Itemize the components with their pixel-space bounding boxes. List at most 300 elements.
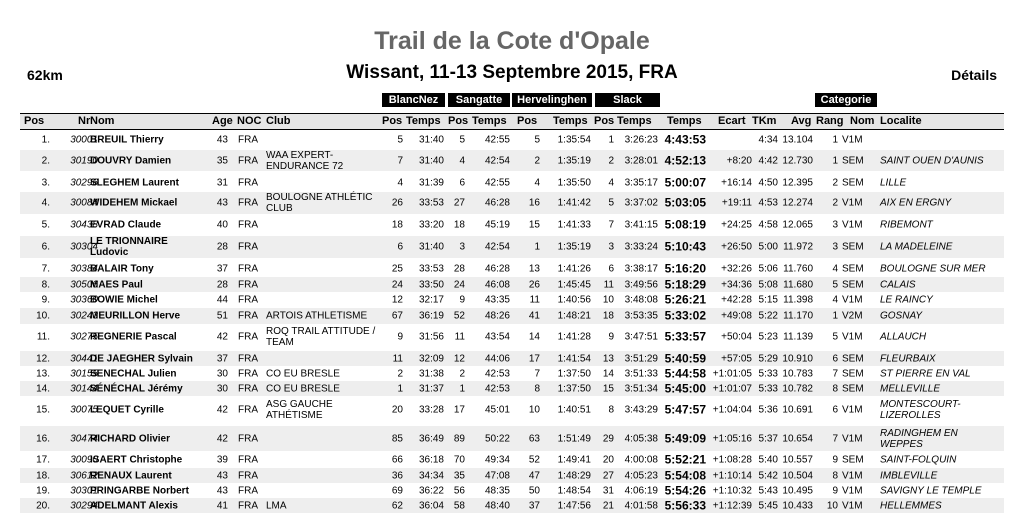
pos-sangatte: 4: [459, 155, 465, 166]
localite: LA MADELEINE: [880, 241, 953, 253]
pos-slack: 2: [608, 155, 614, 166]
final-time: 5:33:57: [664, 329, 706, 343]
col-temps-slack: Temps: [617, 115, 652, 127]
pos-slack: 27: [602, 470, 614, 481]
col-age: Age: [212, 115, 233, 127]
category-name: V1M: [842, 500, 863, 511]
pos-slack: 9: [608, 331, 614, 342]
noc: FRA: [238, 433, 258, 444]
pos-sangatte: 56: [453, 485, 465, 496]
pos: 7.: [41, 263, 50, 274]
athlete-name: SLEGHEM Laurent: [90, 177, 179, 188]
avg-speed: 11.170: [783, 310, 813, 322]
pos-blancnez: 20: [391, 404, 403, 416]
time-blancnez: 36:04: [418, 500, 444, 511]
time-blancnez: 31:39: [418, 177, 444, 188]
avg-speed: 10.504: [782, 470, 813, 481]
age: 42: [216, 433, 228, 444]
time-hervelinghen: 1:41:28: [557, 331, 591, 342]
gap: +16:14: [721, 177, 752, 188]
time-hervelinghen: 1:35:19: [557, 155, 591, 166]
category-name: V1M: [842, 404, 863, 416]
club: CO EU BRESLE: [266, 368, 340, 379]
bib-number: 30612: [70, 470, 98, 481]
pos-hervelinghen: 11: [529, 294, 540, 305]
pos-slack: 6: [608, 263, 614, 274]
time-slack: 3:48:08: [624, 294, 658, 305]
time-per-km: 4:58: [758, 219, 778, 230]
pos-slack: 20: [602, 454, 614, 465]
pos-sangatte: 2: [459, 368, 465, 379]
athlete-name: MEURILLON Herve: [90, 310, 181, 322]
group-hervelinghen: Hervelinghen: [512, 93, 592, 107]
age: 30: [216, 383, 228, 394]
final-time: 5:56:33: [664, 498, 706, 512]
page-title: Trail de la Cote d'Opale: [374, 27, 650, 55]
pos: 9.: [41, 294, 50, 305]
age: 40: [216, 219, 228, 230]
time-sangatte: 42:55: [484, 177, 510, 188]
col-pos-blancnez: Pos: [382, 115, 403, 127]
col-temps-sangatte: Temps: [472, 115, 507, 127]
athlete-name: DOUVRY Damien: [90, 155, 172, 166]
pos-slack: 8: [608, 404, 614, 416]
bib-number: 30441: [70, 353, 98, 364]
avg-speed: 10.433: [782, 500, 813, 511]
time-hervelinghen: 1:41:54: [557, 353, 591, 364]
category-rank: 3: [832, 219, 838, 230]
final-time: 5:44:58: [664, 366, 706, 380]
table-row: [20, 150, 1004, 171]
time-hervelinghen: 1:47:56: [557, 500, 591, 511]
pos: 16.: [36, 433, 50, 444]
time-slack: 3:53:35: [624, 310, 658, 322]
time-slack: 3:51:34: [624, 383, 658, 394]
col-nr: Nr: [78, 115, 91, 127]
pos-hervelinghen: 52: [528, 454, 540, 465]
time-sangatte: 50:22: [484, 433, 510, 444]
time-hervelinghen: 1:49:41: [557, 454, 591, 465]
category-rank: 5: [832, 279, 838, 290]
category-name: SEM: [842, 177, 864, 188]
noc: FRA: [238, 500, 258, 511]
time-per-km: 5:00: [758, 241, 778, 253]
category-name: V1M: [842, 331, 863, 342]
age: 39: [216, 454, 228, 465]
category-rank: 9: [832, 454, 838, 465]
pos-hervelinghen: 47: [528, 470, 540, 481]
gap: +1:01:07: [712, 383, 752, 394]
pos: 20.: [36, 500, 50, 511]
time-sangatte: 47:08: [484, 470, 510, 481]
table-row: [20, 192, 1004, 214]
time-sangatte: 42:53: [484, 383, 510, 394]
time-blancnez: 33:28: [418, 404, 444, 416]
noc: FRA: [238, 404, 258, 416]
category-name: SEM: [842, 279, 864, 290]
final-time: 5:47:57: [664, 402, 706, 417]
final-time: 5:45:00: [664, 381, 706, 395]
athlete-name: EVRAD Claude: [90, 219, 162, 230]
athlete-name: BOWIE Michel: [90, 294, 158, 305]
age: 28: [216, 241, 228, 253]
pos-hervelinghen: 8: [534, 383, 540, 394]
noc: FRA: [238, 241, 258, 253]
bib-number: 30144: [70, 383, 98, 394]
time-hervelinghen: 1:41:42: [557, 197, 591, 209]
pos-hervelinghen: 1: [534, 241, 540, 253]
col-temps-hervelinghen: Temps: [553, 115, 588, 127]
time-hervelinghen: 1:35:50: [557, 177, 591, 188]
gap: +57:05: [721, 353, 752, 364]
club: CO EU BRESLE: [266, 383, 340, 394]
table-row: [20, 426, 1004, 451]
pos-sangatte: 12: [453, 353, 465, 364]
pos-hervelinghen: 4: [534, 177, 540, 188]
category-rank: 10: [826, 500, 838, 511]
gap: +1:05:16: [712, 433, 752, 444]
pos-blancnez: 2: [397, 368, 403, 379]
table-row: [20, 468, 1004, 483]
time-sangatte: 42:53: [484, 368, 510, 379]
athlete-name: ADELMANT Alexis: [90, 500, 178, 511]
time-per-km: 5:40: [758, 454, 778, 465]
final-time: 5:40:59: [664, 351, 706, 365]
category-rank: 7: [832, 368, 838, 379]
pos-hervelinghen: 10: [528, 404, 540, 416]
time-sangatte: 42:54: [484, 241, 510, 253]
athlete-name: BALAIR Tony: [90, 263, 154, 274]
time-hervelinghen: 1:35:54: [557, 134, 591, 145]
time-per-km: 5:33: [758, 368, 778, 379]
localite: MONTESCOURT-LIZEROLLES: [880, 399, 961, 421]
time-sangatte: 42:54: [484, 155, 510, 166]
avg-speed: 10.557: [782, 454, 813, 465]
col-temps-final: Temps: [667, 115, 702, 127]
category-name: V1M: [842, 197, 863, 209]
pos-sangatte: 89: [453, 433, 465, 444]
pos-slack: 7: [608, 219, 614, 230]
noc: FRA: [238, 353, 258, 364]
time-sangatte: 43:35: [484, 294, 510, 305]
time-slack: 3:41:15: [624, 219, 658, 230]
pos: 19.: [36, 485, 50, 496]
pos-sangatte: 3: [459, 241, 465, 253]
time-slack: 3:51:33: [624, 368, 658, 379]
bib-number: 30084: [70, 197, 98, 209]
bib-number: 30155: [70, 368, 98, 379]
noc: FRA: [238, 197, 258, 209]
col-nom: Nom: [90, 115, 115, 127]
age: 41: [216, 500, 228, 511]
localite: AIX EN ERGNY: [880, 197, 952, 209]
localite: SAINT-FOLQUIN: [880, 454, 957, 465]
pos-slack: 11: [603, 279, 614, 290]
pos-slack: 14: [602, 368, 614, 379]
table-row: [20, 452, 1004, 467]
athlete-name: BREUIL Thierry: [90, 134, 164, 145]
pos-sangatte: 24: [453, 279, 465, 290]
category-name: SEM: [842, 353, 864, 364]
gap: +8:20: [726, 155, 752, 166]
race-distance: 62km: [27, 67, 63, 83]
athlete-name: REGNERIE Pascal: [90, 331, 177, 342]
gap: +24:25: [721, 219, 752, 230]
pos: 12.: [36, 353, 50, 364]
time-blancnez: 31:56: [418, 331, 444, 342]
avg-speed: 12.274: [782, 197, 813, 209]
category-name: V1M: [842, 134, 863, 145]
pos-slack: 15: [602, 383, 614, 394]
time-per-km: 5:45: [758, 500, 778, 511]
bib-number: 30296: [70, 177, 98, 188]
localite: SAVIGNY LE TEMPLE: [880, 485, 982, 496]
category-name: V1M: [842, 485, 863, 496]
time-slack: 4:00:08: [624, 454, 658, 465]
pos-hervelinghen: 14: [528, 331, 540, 342]
pos-slack: 18: [602, 310, 614, 322]
time-per-km: 5:06: [758, 263, 778, 274]
details-link[interactable]: Détails: [951, 67, 997, 83]
time-hervelinghen: 1:37:50: [557, 368, 591, 379]
gap: +34:36: [721, 279, 752, 290]
age: 35: [216, 155, 228, 166]
time-blancnez: 33:20: [418, 219, 444, 230]
time-hervelinghen: 1:35:19: [557, 241, 591, 253]
col-temps-blancnez: Temps: [406, 115, 441, 127]
time-sangatte: 42:55: [484, 134, 510, 145]
category-rank: 1: [832, 310, 838, 322]
localite: ALLAUCH: [880, 331, 927, 342]
col-ecart: Ecart: [718, 115, 746, 127]
pos-blancnez: 24: [391, 279, 403, 290]
avg-speed: 11.972: [783, 241, 813, 253]
time-blancnez: 33:53: [418, 197, 444, 209]
pos: 6.: [41, 241, 50, 253]
time-sangatte: 48:26: [484, 310, 510, 322]
pos: 11.: [36, 331, 50, 342]
bib-number: 30506: [70, 279, 98, 290]
table-row: [20, 351, 1004, 366]
time-blancnez: 36:19: [418, 310, 444, 322]
club: ASG GAUCHE ATHÉTISME: [266, 399, 333, 421]
bib-number: 30243: [70, 310, 98, 322]
pos-hervelinghen: 16: [528, 197, 540, 209]
col-noc: NOC: [237, 115, 262, 127]
gap: +1:12:39: [712, 500, 752, 511]
gap: +1:10:32: [712, 485, 752, 496]
pos-blancnez: 5: [397, 134, 403, 145]
pos-blancnez: 9: [397, 331, 403, 342]
final-time: 5:00:07: [664, 175, 706, 189]
club: ROQ TRAIL ATTITUDE / TEAM: [266, 325, 376, 348]
bib-number: 30294: [70, 500, 98, 511]
bib-number: 30075: [70, 404, 98, 416]
noc: FRA: [238, 383, 258, 394]
pos-sangatte: 28: [453, 263, 465, 274]
time-sangatte: 48:35: [484, 485, 510, 496]
table-row: [20, 366, 1004, 381]
gap: +19:11: [721, 197, 752, 209]
final-time: 4:52:13: [664, 153, 706, 167]
avg-speed: 11.760: [783, 263, 813, 274]
avg-speed: 13.104: [782, 134, 813, 145]
time-sangatte: 43:54: [484, 331, 510, 342]
time-blancnez: 33:53: [418, 263, 444, 274]
time-blancnez: 36:22: [418, 485, 444, 496]
table-row: [20, 325, 1004, 348]
pos-hervelinghen: 2: [534, 155, 540, 166]
time-blancnez: 31:38: [418, 368, 444, 379]
time-sangatte: 45:01: [484, 404, 510, 416]
category-rank: 6: [832, 353, 838, 364]
pos-slack: 10: [602, 294, 614, 305]
athlete-name: LE TRIONNAIRE Ludovic: [90, 236, 168, 258]
avg-speed: 10.654: [782, 433, 813, 444]
category-rank: 6: [832, 404, 838, 416]
bib-number: 30304: [70, 241, 98, 253]
pos-sangatte: 5: [459, 134, 465, 145]
pos: 4.: [41, 197, 50, 209]
localite: GOSNAY: [880, 310, 923, 322]
time-hervelinghen: 1:51:49: [557, 433, 591, 444]
time-hervelinghen: 1:45:45: [557, 279, 591, 290]
time-per-km: 5:15: [758, 294, 778, 305]
localite: MELLEVILLE: [880, 383, 941, 394]
pos-slack: 13: [602, 353, 614, 364]
category-name: V1M: [842, 470, 863, 481]
time-slack: 3:47:51: [624, 331, 658, 342]
gap: +1:04:04: [712, 404, 752, 416]
club: WAA EXPERT-ENDURANCE 72: [266, 149, 344, 172]
pos-blancnez: 11: [392, 353, 403, 364]
noc: FRA: [238, 485, 258, 496]
time-blancnez: 31:40: [418, 155, 444, 166]
pos-slack: 21: [602, 500, 614, 511]
col-pos-hervelinghen: Pos: [517, 115, 538, 127]
col-avg: Avg: [791, 115, 812, 127]
localite: HELLEMMES: [880, 500, 942, 511]
time-blancnez: 33:50: [418, 279, 444, 290]
bib-number: 30090: [70, 454, 98, 465]
table-row: [20, 277, 1004, 292]
age: 42: [216, 404, 228, 416]
time-per-km: 5:36: [758, 404, 778, 416]
bib-number: 30001: [70, 134, 98, 145]
localite: LE RAINCY: [880, 294, 933, 305]
pos-blancnez: 1: [397, 383, 403, 394]
col-rang: Rang: [816, 115, 844, 127]
pos-blancnez: 25: [391, 263, 403, 274]
group-sangatte: Sangatte: [448, 93, 510, 107]
bib-number: 30275: [70, 331, 98, 342]
category-rank: 1: [832, 155, 838, 166]
gap: +49:08: [721, 310, 752, 322]
athlete-name: RICHARD Olivier: [90, 433, 171, 444]
bib-number: 30190: [70, 155, 98, 166]
pos: 17.: [36, 454, 50, 465]
time-per-km: 5:33: [758, 383, 778, 394]
pos-slack: 31: [602, 485, 614, 496]
time-hervelinghen: 1:41:26: [557, 263, 591, 274]
time-hervelinghen: 1:40:51: [557, 404, 591, 416]
club: BOULOGNE ATHLÉTIC CLUB: [266, 192, 373, 214]
pos-blancnez: 12: [391, 294, 403, 305]
localite: FLEURBAIX: [880, 353, 936, 364]
pos: 8.: [41, 279, 50, 290]
bib-number: 30474: [70, 433, 98, 444]
pos-sangatte: 70: [453, 454, 465, 465]
category-rank: 5: [832, 331, 838, 342]
noc: FRA: [238, 368, 258, 379]
time-per-km: 4:53: [758, 197, 778, 209]
athlete-name: WIDEHEM Mickael: [90, 197, 178, 209]
pos-sangatte: 27: [453, 197, 465, 209]
category-rank: 4: [832, 263, 838, 274]
athlete-name: DE JAEGHER Sylvain: [90, 353, 193, 364]
category-rank: 8: [832, 470, 838, 481]
time-per-km: 5:37: [758, 433, 778, 444]
gap: +1:08:28: [712, 454, 752, 465]
pos-sangatte: 9: [459, 294, 465, 305]
time-blancnez: 31:40: [418, 134, 444, 145]
avg-speed: 11.139: [783, 331, 813, 342]
age: 43: [216, 197, 228, 209]
avg-speed: 10.783: [782, 368, 813, 379]
category-rank: 9: [832, 485, 838, 496]
age: 37: [216, 263, 228, 274]
time-blancnez: 36:49: [418, 433, 444, 444]
pos-sangatte: 58: [453, 500, 465, 511]
age: 37: [216, 353, 228, 364]
time-sangatte: 46:08: [484, 279, 510, 290]
time-slack: 3:37:02: [624, 197, 658, 209]
time-slack: 4:05:38: [624, 433, 658, 444]
time-slack: 3:33:24: [624, 241, 658, 253]
pos: 18.: [36, 470, 50, 481]
age: 43: [216, 134, 228, 145]
noc: FRA: [238, 177, 258, 188]
final-time: 5:18:29: [664, 277, 706, 291]
table-row: [20, 483, 1004, 498]
age: 43: [216, 485, 228, 496]
age: 30: [216, 368, 228, 379]
noc: FRA: [238, 294, 258, 305]
pos-slack: 3: [608, 241, 614, 253]
athlete-name: LEQUET Cyrille: [90, 404, 164, 416]
noc: FRA: [238, 134, 258, 145]
pos-hervelinghen: 50: [528, 485, 540, 496]
pos-sangatte: 17: [453, 404, 465, 416]
pos-hervelinghen: 63: [528, 433, 540, 444]
avg-speed: 10.910: [782, 353, 813, 364]
time-slack: 4:01:58: [624, 500, 658, 511]
pos-hervelinghen: 13: [528, 263, 540, 274]
table-row: [20, 399, 1004, 421]
pos: 14.: [36, 383, 50, 394]
table-row: [20, 261, 1004, 276]
category-rank: 2: [832, 177, 838, 188]
category-rank: 8: [832, 383, 838, 394]
pos: 2.: [41, 155, 50, 166]
pos-sangatte: 1: [459, 383, 465, 394]
category-name: SEM: [842, 155, 864, 166]
time-hervelinghen: 1:40:56: [557, 294, 591, 305]
category-rank: 7: [832, 433, 838, 444]
pos-slack: 1: [608, 134, 614, 145]
pos: 15.: [36, 404, 50, 416]
time-hervelinghen: 1:48:54: [557, 485, 591, 496]
